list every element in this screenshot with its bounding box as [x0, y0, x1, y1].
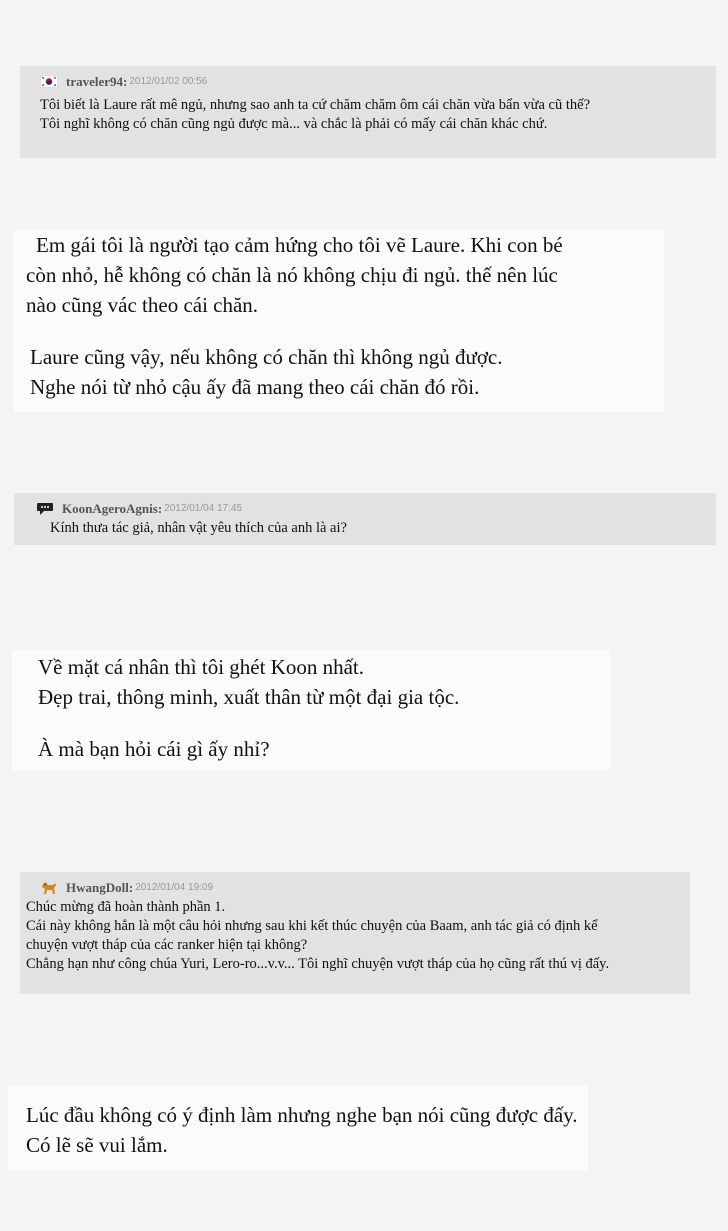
comment-traveler94 [20, 66, 716, 158]
comment-header: KoonAgeroAgnis : 2012/01/04 17:45 [36, 501, 716, 517]
reply-line: À mà bạn hỏi cái gì ấy nhỉ? [38, 737, 270, 761]
comment-line: Tôi biết là Laure rất mê ngủ, nhưng sao anh ta cứ chăm chăm ôm cái chăn vừa bẩn vừa cũ thế? [40, 97, 591, 113]
comment-date: 2012/01/04 17:45 [164, 503, 243, 514]
comment-line: Kính thưa tác giả, nhân vật yêu thích của anh là ai? [50, 520, 347, 536]
author-reply [8, 1086, 588, 1170]
author-reply [12, 650, 610, 770]
reply-line: Em gái tôi là người tạo cảm hứng cho tôi vẽ Laure. Khi con bé [36, 233, 563, 257]
comment-date: 2012/01/04 19:09 [135, 882, 214, 893]
comment-line: Tôi nghĩ không có chăn cũng ngủ được mà... và chắc là phải có mấy cái chăn khác chứ. [40, 116, 548, 132]
comment-hwangdoll [20, 872, 690, 994]
comment-line: Cái này không hẳn là một câu hỏi nhưng sau khi kết thúc chuyện của Baam, anh tác giả có định kể [26, 918, 598, 934]
comment-username: KoonAgeroAgnis [62, 501, 158, 516]
reply-line: Lúc đầu không có ý định làm nhưng nghe bạn nói cũng được đấy. [26, 1103, 578, 1127]
dog-icon [40, 881, 60, 895]
comment-body [40, 96, 716, 134]
reply-line [26, 320, 664, 342]
korea-flag-icon [40, 75, 60, 89]
comment-username: traveler94 [66, 74, 124, 89]
comment-line: Chẳng hạn như công chúa Yuri, Lero-ro...v.v... Tôi nghĩ chuyện vượt tháp của họ cũng rất thú vị đấy. [26, 956, 610, 972]
comment-header: HwangDoll : 2012/01/04 19:09 [26, 880, 690, 896]
reply-line: Có lẽ sẽ vui lắm. [26, 1133, 168, 1157]
comment-body [26, 898, 690, 974]
comment-line: Chúc mừng đã hoàn thành phần 1. [26, 899, 226, 915]
author-reply [14, 230, 664, 412]
reply-line: Laure cũng vậy, nếu không có chăn thì không ngủ được. [30, 345, 503, 369]
comment-body [36, 519, 716, 538]
reply-line: còn nhỏ, hễ không có chăn là nó không chịu đi ngủ. thế nên lúc [26, 263, 558, 287]
comment-username: HwangDoll [66, 880, 129, 895]
reply-line: Nghe nói từ nhỏ cậu ấy đã mang theo cái chăn đó rồi. [30, 375, 480, 399]
reply-line: Về mặt cá nhân thì tôi ghét Koon nhất. [38, 655, 365, 679]
reply-line [38, 712, 610, 734]
comment-line: chuyện vượt tháp của các ranker hiện tại không? [26, 937, 308, 953]
reply-line: nào cũng vác theo cái chăn. [26, 293, 259, 317]
comment-koonageroagnis [14, 493, 716, 545]
comment-date: 2012/01/02 00:56 [129, 76, 208, 87]
chat-bubble-icon [36, 502, 56, 516]
reply-line: Đẹp trai, thông minh, xuất thân từ một đại gia tộc. [38, 685, 460, 709]
comment-header: traveler94 : 2012/01/02 00:56 [40, 74, 716, 90]
